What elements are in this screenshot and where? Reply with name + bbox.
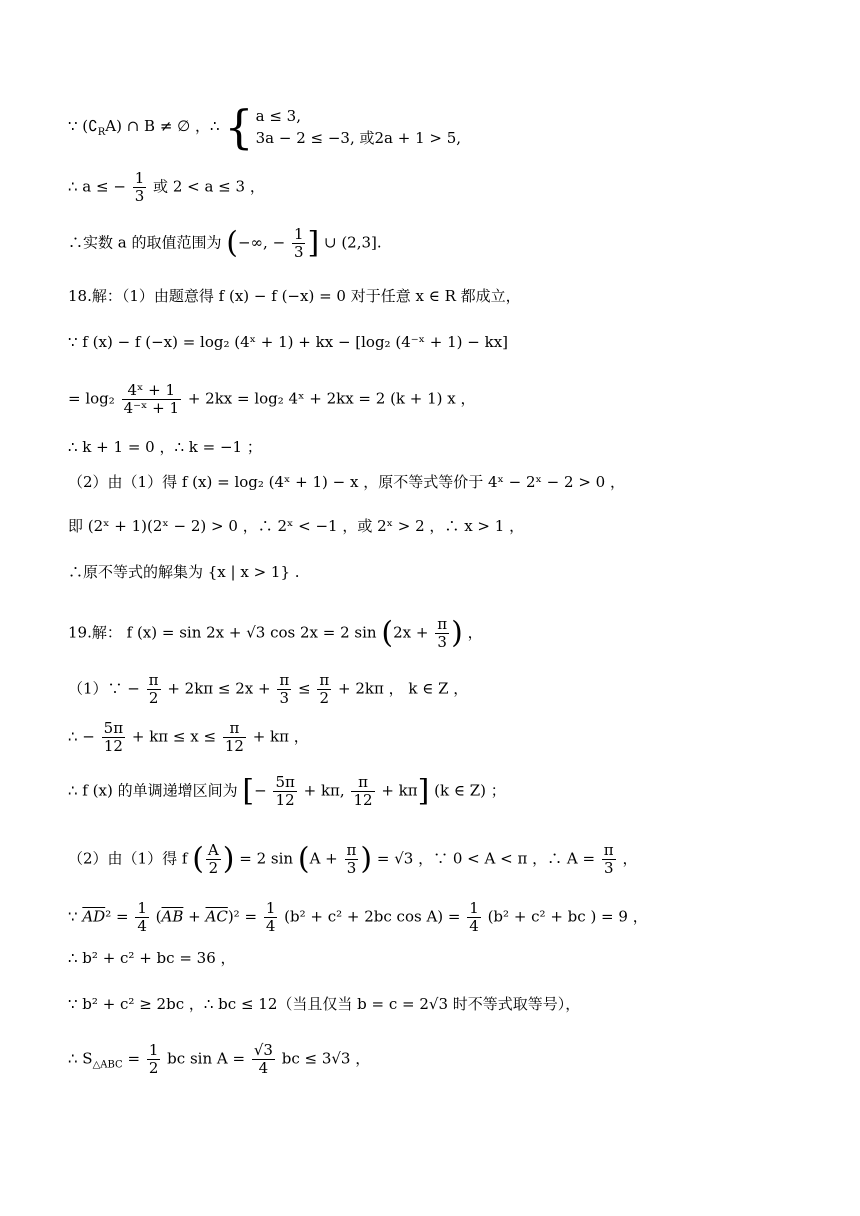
vector-ac: $\overline{AC}$ — [205, 907, 228, 926]
numerator: 4ˣ + 1 — [122, 382, 181, 400]
complement-intersection-line — [68, 100, 462, 154]
fraction — [467, 900, 481, 935]
subscript: R — [97, 127, 106, 138]
numerator: 1 — [469, 899, 479, 917]
text: −∞, − — [237, 233, 286, 252]
numerator: π — [351, 774, 374, 792]
fraction — [317, 672, 331, 707]
f-difference-line — [68, 332, 508, 352]
numerator: π — [346, 841, 357, 859]
k-value-line — [68, 437, 262, 457]
numerator: 1 — [148, 1041, 159, 1059]
denominator: 12 — [275, 791, 295, 809]
text: ∵ — [68, 907, 78, 926]
fraction — [206, 842, 221, 877]
denominator: 4 — [265, 917, 276, 935]
fraction — [147, 672, 161, 707]
text: = — [127, 1049, 141, 1068]
text: ， — [467, 623, 483, 642]
numerator: 1 — [265, 899, 276, 917]
text: 19.解： f (x) = sin 2x + √3 cos 2x = 2 sin — [68, 623, 377, 642]
text: ∴ f (x) 的单调递增区间为 — [68, 781, 238, 800]
system-row-2: 3a − 2 ≤ −3, 或2a + 1 > 5, — [255, 129, 462, 147]
text: ∴实数 a 的取值范围为 — [68, 233, 222, 252]
denominator: 3 — [346, 859, 357, 877]
text: A) ∩ B ≠ ∅ ，∴ — [105, 117, 220, 135]
fraction — [252, 1042, 275, 1077]
vector-ad-line — [68, 900, 648, 935]
denominator: 4 — [469, 917, 479, 935]
text: ∵ b² + c² ≥ 2bc ，∴ bc ≤ 12（当且仅当 b = c = 2√3 时不等式取等号）， — [68, 995, 581, 1013]
text: (b² + c² + bc ) = 9 ， — [487, 907, 648, 926]
numerator: 5π — [103, 719, 124, 737]
vector-ad: $\overline{AD}$ — [82, 907, 106, 926]
denominator: 3 — [134, 187, 145, 205]
x-range-line — [68, 720, 309, 755]
text: A + — [309, 849, 338, 868]
denominator: 12 — [103, 737, 123, 755]
text: ， — [622, 849, 638, 868]
text: （2）由（1）得 f — [68, 849, 188, 868]
area-line — [68, 1042, 370, 1077]
text: 2x + — [393, 623, 429, 642]
subscript: △ABC — [92, 1059, 123, 1071]
increasing-interval-line: ∴ f (x) 的单调递增区间为 [− $\frac{5\pi}{12}$ + kπ, $\frac{\pi}{12}$ + kπ] (k ∈ Z) ； — [68, 773, 506, 809]
numerator: π — [279, 671, 290, 689]
text: + 2kπ ≤ 2x + — [167, 679, 271, 698]
system-row-1: a ≤ 3, — [255, 107, 301, 125]
fraction — [351, 774, 374, 809]
text: ∴ b² + c² + bc = 36 ， — [68, 949, 236, 967]
brace-symbol: { — [224, 100, 254, 154]
fraction — [602, 842, 616, 877]
denominator: 12 — [353, 791, 373, 809]
fraction — [133, 170, 147, 205]
a-range-line — [68, 170, 265, 205]
fraction — [292, 226, 306, 261]
numerator: π — [148, 671, 159, 689]
text: )² = — [227, 907, 258, 926]
denominator: 3 — [603, 859, 614, 877]
text: 或 2 < a ≤ 3 ， — [153, 177, 265, 196]
bc-sum-line — [68, 948, 236, 968]
denominator: 2 — [148, 1059, 159, 1077]
text: ∴原不等式的解集为 {x | x > 1} . — [68, 563, 300, 581]
text: + kπ — [381, 781, 418, 800]
text: = 2 sin — [239, 849, 294, 868]
denominator: 12 — [224, 737, 244, 755]
denominator: 4⁻ˣ + 1 — [123, 399, 180, 417]
text: + kπ, — [303, 781, 345, 800]
inequality-system — [224, 100, 462, 154]
text: bc ≤ 3√3 ， — [281, 1049, 371, 1068]
denominator: 3 — [293, 243, 304, 261]
log-simplify-line — [68, 382, 476, 417]
denominator: 3 — [437, 633, 447, 651]
text: ( — [155, 907, 162, 926]
numerator: 1 — [134, 169, 145, 187]
denominator: 2 — [208, 859, 219, 877]
a-range-conclusion-line: ∴实数 a 的取值范围为 (−∞, − $\frac{1}{3}$ ] ∪ (2,3]. — [68, 225, 382, 261]
bc-bound-line — [68, 994, 580, 1014]
numerator: √3 — [253, 1041, 273, 1059]
text: (k ∈ Z) ； — [434, 781, 506, 800]
part-2-inequality-line — [68, 472, 625, 492]
fraction — [135, 900, 149, 935]
text: ∴ S — [68, 1049, 93, 1068]
monotonic-condition-line — [68, 672, 468, 707]
fraction — [102, 720, 125, 755]
fraction — [273, 774, 296, 809]
solution-set-line — [68, 562, 300, 582]
numerator: π — [319, 671, 330, 689]
text: ∴ k + 1 = 0 ，∴ k = −1 ； — [68, 438, 262, 456]
text: (b² + c² + 2bc cos A) = — [284, 907, 461, 926]
denominator: 4 — [258, 1059, 269, 1077]
text: + — [188, 907, 201, 926]
angle-a-line: （2）由（1）得 f ( $\frac{A}{2}$ ) = 2 sin (A + $\frac{\pi}{3}$ ) = √3 ，∵ 0 < A < π ，∴ A = $\frac{\pi}{3}$ ， — [68, 841, 638, 877]
fraction — [147, 1042, 161, 1077]
text: 即 (2ˣ + 1)(2ˣ − 2) > 0 ，∴ 2ˣ < −1 ，或 2ˣ > 2 ，∴ x > 1 ， — [68, 517, 525, 535]
text: bc sin A = — [167, 1049, 246, 1068]
problem-19-heading: 19.解： f (x) = sin 2x + √3 cos 2x = 2 sin (2x + $\frac{\pi}{3}$ ) ， — [68, 615, 483, 651]
denominator: 4 — [137, 917, 147, 935]
numerator: A — [207, 841, 219, 859]
text: + kπ ≤ x ≤ — [131, 727, 217, 746]
fraction — [277, 672, 291, 707]
fraction — [122, 382, 181, 417]
denominator: 2 — [148, 689, 159, 707]
text: − — [254, 781, 267, 800]
fraction — [264, 900, 278, 935]
text: （2）由（1）得 f (x) = log₂ (4ˣ + 1) − x ，原不等式等价于 4ˣ − 2ˣ − 2 > 0 ， — [68, 473, 625, 491]
text: ² = — [105, 907, 129, 926]
vector-ab: $\overline{AB}$ — [161, 907, 184, 926]
text: 18.解：（1）由题意得 f (x) − f (−x) = 0 对于任意 x ∈ R 都成立， — [68, 287, 521, 305]
text: ≤ — [298, 679, 311, 698]
numerator: π — [603, 841, 614, 859]
text: ∵ f (x) − f (−x) = log₂ (4ˣ + 1) + kx − [log₂ (4⁻ˣ + 1) − kx] — [68, 333, 509, 351]
text: + 2kx = log₂ 4ˣ + 2kx = 2 (k + 1) x ， — [187, 389, 476, 408]
text: = √3 ，∵ 0 < A < π ，∴ A = — [376, 849, 596, 868]
numerator: 1 — [137, 899, 147, 917]
fraction — [223, 720, 246, 755]
numerator: π — [223, 720, 246, 738]
numerator: 5π — [275, 773, 295, 791]
text: ∴ a ≤ − — [68, 177, 126, 196]
text: = log₂ — [68, 389, 115, 408]
denominator: 2 — [319, 689, 330, 707]
factor-line — [68, 516, 524, 536]
problem-18-heading — [68, 286, 521, 306]
text: ∵ (∁ — [68, 117, 98, 135]
text: ∪ (2,3]. — [323, 233, 382, 252]
fraction — [345, 842, 359, 877]
text: + 2kπ ， k ∈ Z ， — [338, 679, 469, 698]
text: ∴ − — [68, 727, 95, 746]
numerator: π — [437, 615, 448, 633]
denominator: 3 — [279, 689, 290, 707]
fraction — [435, 616, 449, 651]
text: （1）∵ − — [68, 679, 140, 698]
numerator: 1 — [293, 225, 304, 243]
text: + kπ ， — [252, 727, 309, 746]
